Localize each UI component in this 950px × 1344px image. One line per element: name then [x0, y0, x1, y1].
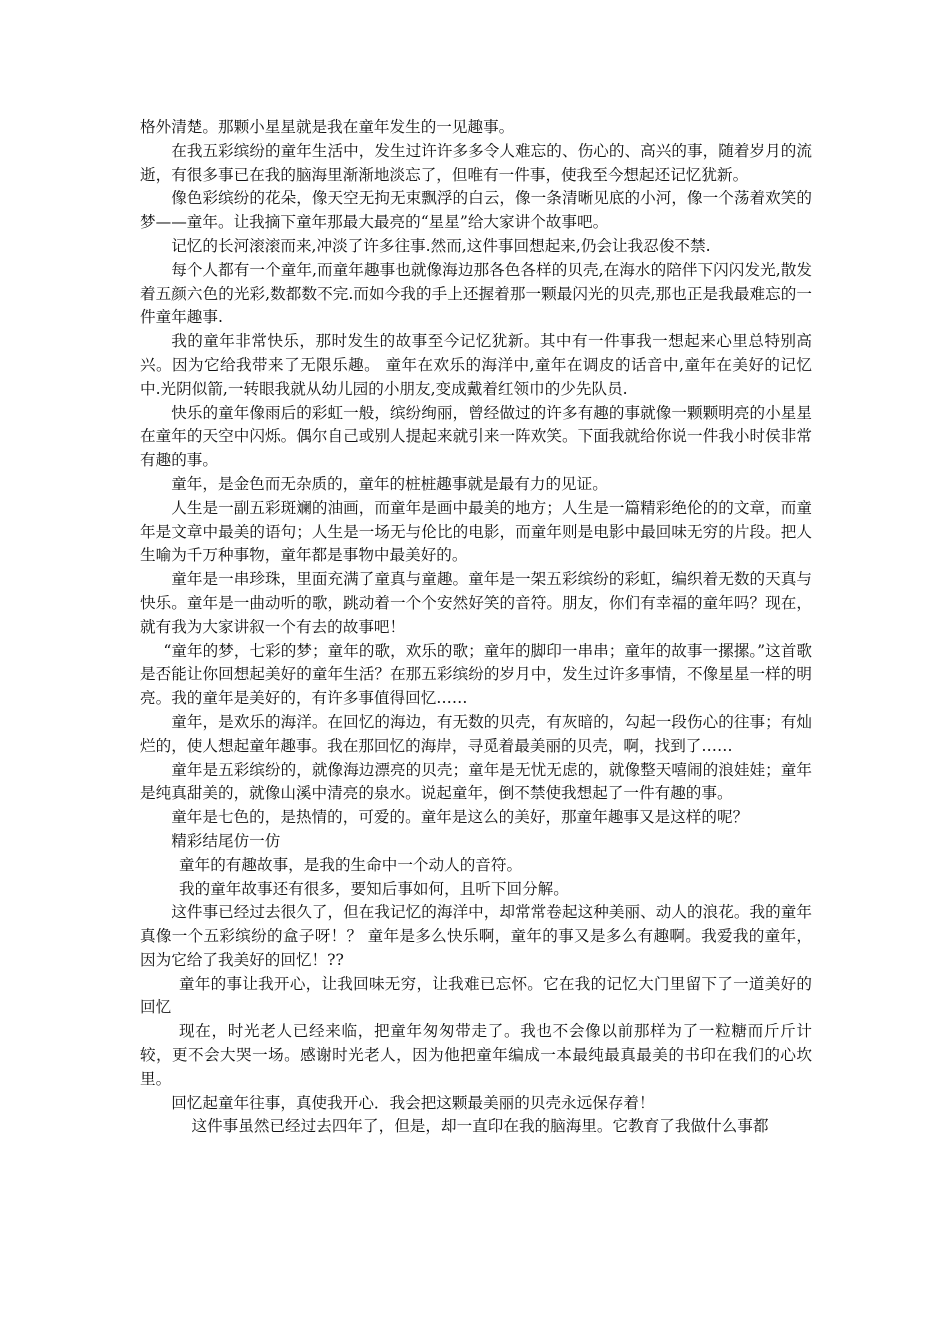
- paragraph: 童年，是金色而无杂质的，童年的桩桩趣事就是最有力的见证。: [171, 474, 608, 493]
- paragraph: 童年是五彩缤纷的，就像海边漂亮的贝壳；童年是无忧无虑的，就像整天嘻闹的浪娃娃；童年是纯真甜美的，就像山溪中清亮的泉水。说起童年，倒不禁使我想起了一件有趣的事。: [140, 760, 812, 803]
- paragraph: 在我五彩缤纷的童年生活中，发生过许许多多令人难忘的、伤心的、高兴的事，随着岁月的流逝，有很多事已在我的脑海里渐渐地淡忘了，但唯有一件事，使我至今想起还记忆犹新。: [140, 141, 812, 184]
- paragraph-continuation: 格外清楚。那颗小星星就是我在童年发生的一见趣事。: [140, 118, 515, 136]
- paragraph: 快乐的童年像雨后的彩虹一般，缤纷绚丽，曾经做过的许多有趣的事就像一颗颗明亮的小星星在童年的天空中闪烁。偶尔自己或别人提起来就引来一阵欢笑。下面我就给你说一件我小时侯非常有趣的事。: [140, 403, 812, 470]
- paragraph: 每个人都有一个童年,而童年趣事也就像海边那各色各样的贝壳,在海水的陪伴下闪闪发光,散发着五颜六色的光彩,数都数不完.而如今我的手上还握着那一颗最闪光的贝壳,那也正是我最难忘的一件童年趣事.: [140, 260, 812, 327]
- paragraph: 我的童年非常快乐，那时发生的故事至今记忆犹新。其中有一件事我一想起来心里总特别高兴。因为它给我带来了无限乐趣。 童年在欢乐的海洋中,童年在调皮的话音中,童年在美好的记忆中.光阴似箭,一转眼我就从幼儿园的小朋友,变成戴着红领巾的少先队员.: [140, 332, 812, 398]
- paragraph: 回忆起童年往事，真使我开心．我会把这颗最美丽的贝壳永远保存着！: [171, 1093, 655, 1112]
- section-heading: 精彩结尾仿一仿: [171, 831, 281, 850]
- paragraph: 像色彩缤纷的花朵，像天空无拘无束飘浮的白云，像一条清晰见底的小河，像一个荡着欢笑的梦——童年。让我摘下童年那最大最亮的“星星”给大家讲个故事吧。: [140, 189, 812, 232]
- paragraph: 我的童年故事还有很多，要知后事如何，且听下回分解。: [179, 879, 569, 898]
- paragraph: 童年的有趣故事，是我的生命中一个动人的音符。: [179, 855, 523, 874]
- paragraph: 记忆的长河滚滚而来,冲淡了许多往事.然而,这件事回想起来,仍会让我忍俊不禁.: [171, 236, 711, 255]
- paragraph: 这件事虽然已经过去四年了，但是，却一直印在我的脑海里。它教育了我做什么事都: [191, 1117, 769, 1136]
- paragraph: 人生是一副五彩斑斓的油画，而童年是画中最美的地方；人生是一篇精彩绝伦的的文章，而童年是文章中最美的语句；人生是一场无与伦比的电影，而童年则是电影中最回味无穷的片段。把人生喻为千万种事物，童年都是事物中最美好的。: [140, 498, 812, 565]
- paragraph: 童年，是欢乐的海洋。在回忆的海边，有无数的贝壳，有灰暗的，勾起一段伤心的往事；有灿烂的，使人想起童年趣事。我在那回忆的海岸，寻觅着最美丽的贝壳，啊，找到了……: [140, 712, 812, 755]
- paragraph: 童年是一串珍珠，里面充满了童真与童趣。童年是一架五彩缤纷的彩虹，编织着无数的天真与快乐。童年是一曲动听的歌，跳动着一个个安然好笑的音符。朋友，你们有幸福的童年吗？现在，就有我为大家讲叙一个有去的故事吧！: [140, 570, 812, 636]
- paragraph-quote: “童年的梦，七彩的梦；童年的歌，欢乐的歌；童年的脚印一串串；童年的故事一摞摞。”这首歌是否能让你回想起美好的童年生活？在那五彩缤纷的岁月中，发生过许多事情，不像星星一样的明亮。我的童年是美好的，有许多事值得回忆……: [140, 641, 812, 708]
- paragraph: 童年的事让我开心，让我回味无穷，让我难已忘怀。它在我的记忆大门里留下了一道美好的回忆: [140, 974, 812, 1017]
- document-page: [140, 116, 812, 1139]
- paragraph: 这件事已经过去很久了，但在我记忆的海洋中，却常常卷起这种美丽、动人的浪花。我的童年真像一个五彩缤纷的盒子呀！？ 童年是多么快乐啊，童年的事又是多么有趣啊。我爱我的童年，因为它给了我美好的回忆！??: [140, 903, 812, 969]
- paragraph: 童年是七色的，是热情的，可爱的。童年是这么的美好，那童年趣事又是这样的呢？: [171, 808, 749, 827]
- paragraph: 现在，时光老人已经来临，把童年匆匆带走了。我也不会像以前那样为了一粒糖而斤斤计较，更不会大哭一场。感谢时光老人，因为他把童年编成一本最纯最真最美的书印在我们的心坎里。: [140, 1022, 812, 1088]
